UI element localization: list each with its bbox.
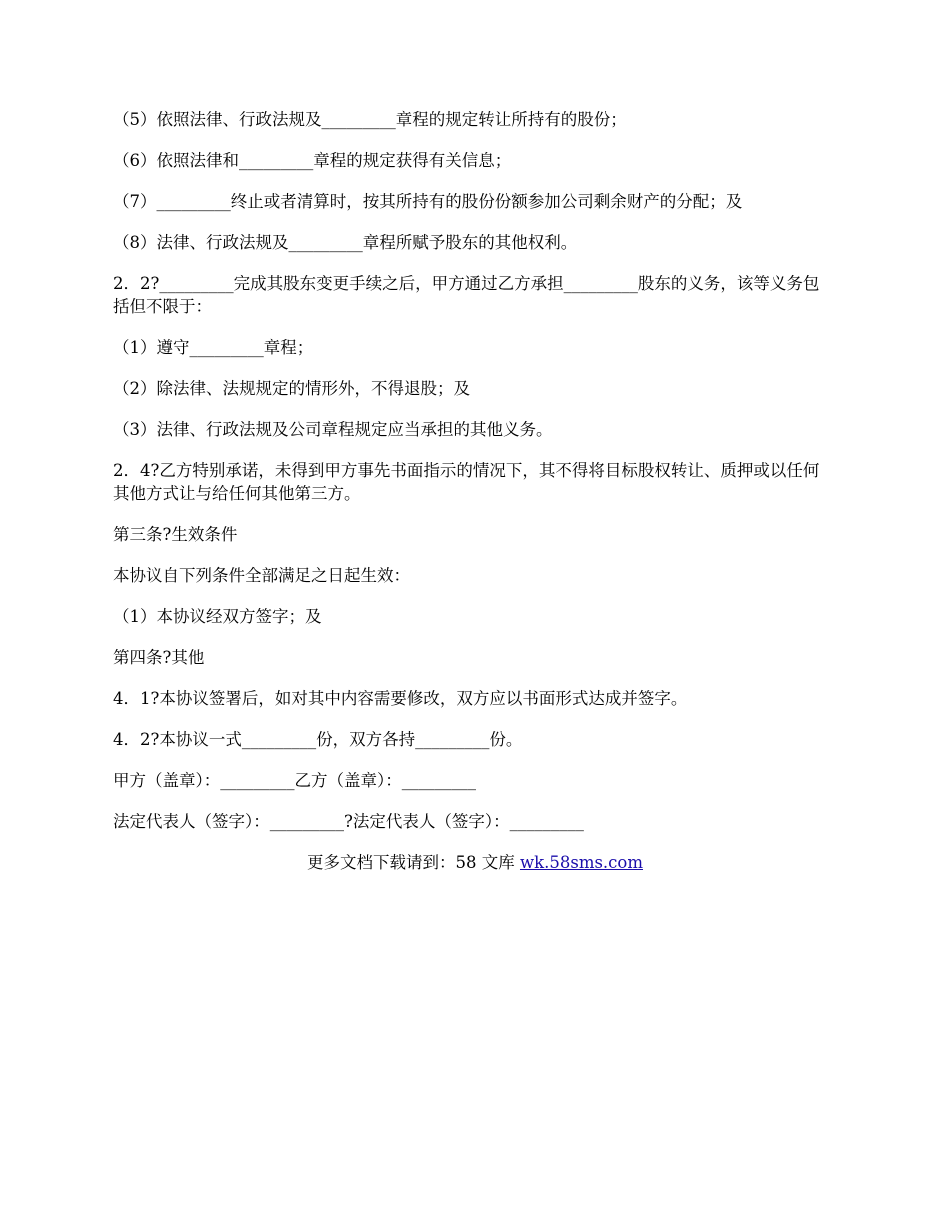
party-seals-line: 甲方（盖章）：_________乙方（盖章）：_________: [113, 771, 476, 790]
article-3-intro: 本协议自下列条件全部满足之日起生效：: [113, 566, 410, 585]
obligation-3-other-duties: （3）法律、行政法规及公司章程规定应当承担的其他义务。: [113, 420, 553, 439]
article-3-heading: 第三条?生效条件: [113, 525, 238, 544]
clause-7-liquidation-distribution: （7）_________终止或者清算时，按其所持有的股份份额参加公司剩余财产的分配；及: [113, 192, 743, 211]
obligation-2-no-withdrawal: （2）除法律、法规规定的情形外，不得退股；及: [113, 379, 470, 398]
clause-6-information-rights: （6）依照法律和_________章程的规定获得有关信息；: [113, 151, 512, 170]
section-4-1-amendments: 4．1?本协议签署后，如对其中内容需要修改，双方应以书面形式达成并签字。: [113, 689, 688, 708]
download-footer: [0, 851, 950, 874]
document-page: [113, 108, 833, 874]
footer-text: 更多文档下载请到：58 文库: [306, 853, 520, 872]
section-4-2-copies: 4．2?本协议一式_________份，双方各持_________份。: [113, 730, 523, 749]
clause-5-transfer-shares: （5）依照法律、行政法规及_________章程的规定转让所持有的股份；: [113, 110, 627, 129]
footer-link[interactable]: wk.58sms.com: [519, 853, 643, 872]
legal-representatives-line: 法定代表人（签字）：_________?法定代表人（签字）：_________: [113, 812, 584, 831]
section-2-4-commitment: 2．4?乙方特别承诺，未得到甲方事先书面指示的情况下，其不得将目标股权转让、质押或以任何其他方式让与给任何其他第三方。: [113, 461, 820, 503]
article-4-heading: 第四条?其他: [113, 648, 205, 667]
condition-1-signatures: （1）本协议经双方签字；及: [113, 607, 322, 626]
obligation-1-comply-articles: （1）遵守_________章程；: [113, 338, 314, 357]
section-2-2-obligations: 2．2?_________完成其股东变更手续之后，甲方通过乙方承担_________股东的义务，该等义务包括但不限于：: [113, 274, 820, 316]
clause-8-other-rights: （8）法律、行政法规及_________章程所赋予股东的其他权利。: [113, 233, 578, 252]
